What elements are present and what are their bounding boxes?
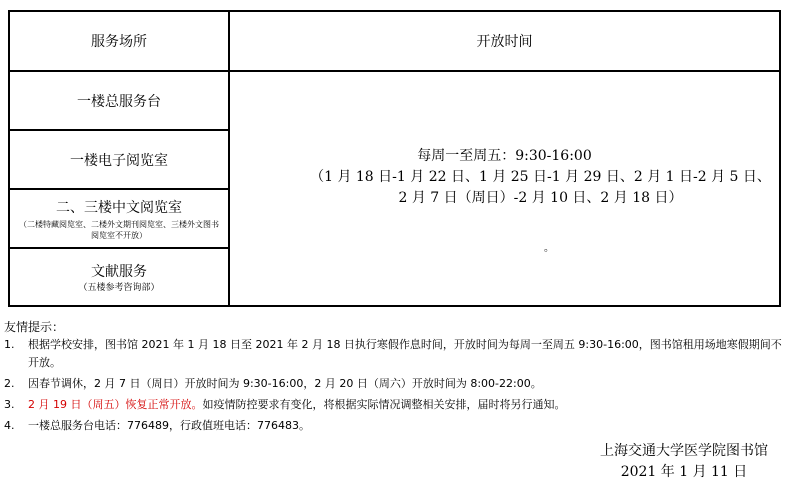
place-name: 文献服务 <box>91 263 147 280</box>
tips-title: 友情提示： <box>4 320 65 334</box>
tip-text: 如疫情防控要求有变化，将根据实际情况调整相关安排，届时将另行通知。 <box>202 398 566 411</box>
header-time: 开放时间 <box>476 34 533 50</box>
row-e-reading-room <box>10 131 228 188</box>
tip-item <box>4 417 786 435</box>
hours-cell <box>230 72 779 305</box>
tips-section <box>4 318 786 435</box>
tip-item <box>4 336 786 372</box>
hours-main: 每周一至周五：9:30-16:00 <box>417 148 592 164</box>
hours-mark: 。 <box>544 243 554 254</box>
tip-text: 一楼总服务台电话：776489，行政值班电话：776483。 <box>28 419 310 432</box>
place-note: （五楼参考咨询部） <box>78 282 160 293</box>
header-time-cell <box>230 12 779 70</box>
tip-text: 根据学校安排，图书馆 2021 年 1 月 18 日至 2021 年 2 月 18 日执行寒假作息时间，开放时间为每周一至周五 9:30-16:00，图书馆租用场地寒假期间不开放。 <box>28 338 782 369</box>
tip-item <box>4 375 786 393</box>
place-note: （二楼特藏阅览室、二楼外文期刊阅览室、三楼外文图书阅览室不开放） <box>19 219 219 240</box>
place-name: 二、三楼中文阅览室 <box>56 199 182 216</box>
signature <box>600 441 768 483</box>
hours-dates: （1 月 18 日-1 月 22 日、1 月 25 日-1 月 29 日、2 月 1 日-2 月 5 日、2 月 7 日（周日）-2 月 10 日、2 月 18 日） <box>310 169 771 206</box>
place-name: 一楼电子阅览室 <box>70 152 168 169</box>
header-place: 服务场所 <box>91 34 147 50</box>
tip-number: 1. <box>4 338 15 351</box>
opening-hours-table <box>8 10 781 307</box>
tip-number: 3. <box>4 398 15 411</box>
tip-highlight: 2 月 19 日（周五）恢复正常开放。 <box>28 398 203 411</box>
place-name: 一楼总服务台 <box>77 93 161 110</box>
signature-org: 上海交通大学医学院图书馆 <box>600 443 768 459</box>
header-place-cell <box>10 12 228 70</box>
tip-number: 4. <box>4 419 15 432</box>
tip-number: 2. <box>4 377 15 390</box>
row-front-desk <box>10 72 228 129</box>
signature-date: 2021 年 1 月 11 日 <box>620 464 748 480</box>
row-chinese-reading-room <box>10 190 228 247</box>
tip-text: 因春节调休，2 月 7 日（周日）开放时间为 9:30-16:00，2 月 20 日（周六）开放时间为 8:00-22:00。 <box>28 377 542 390</box>
row-literature-service <box>10 249 228 305</box>
tip-item <box>4 396 786 414</box>
